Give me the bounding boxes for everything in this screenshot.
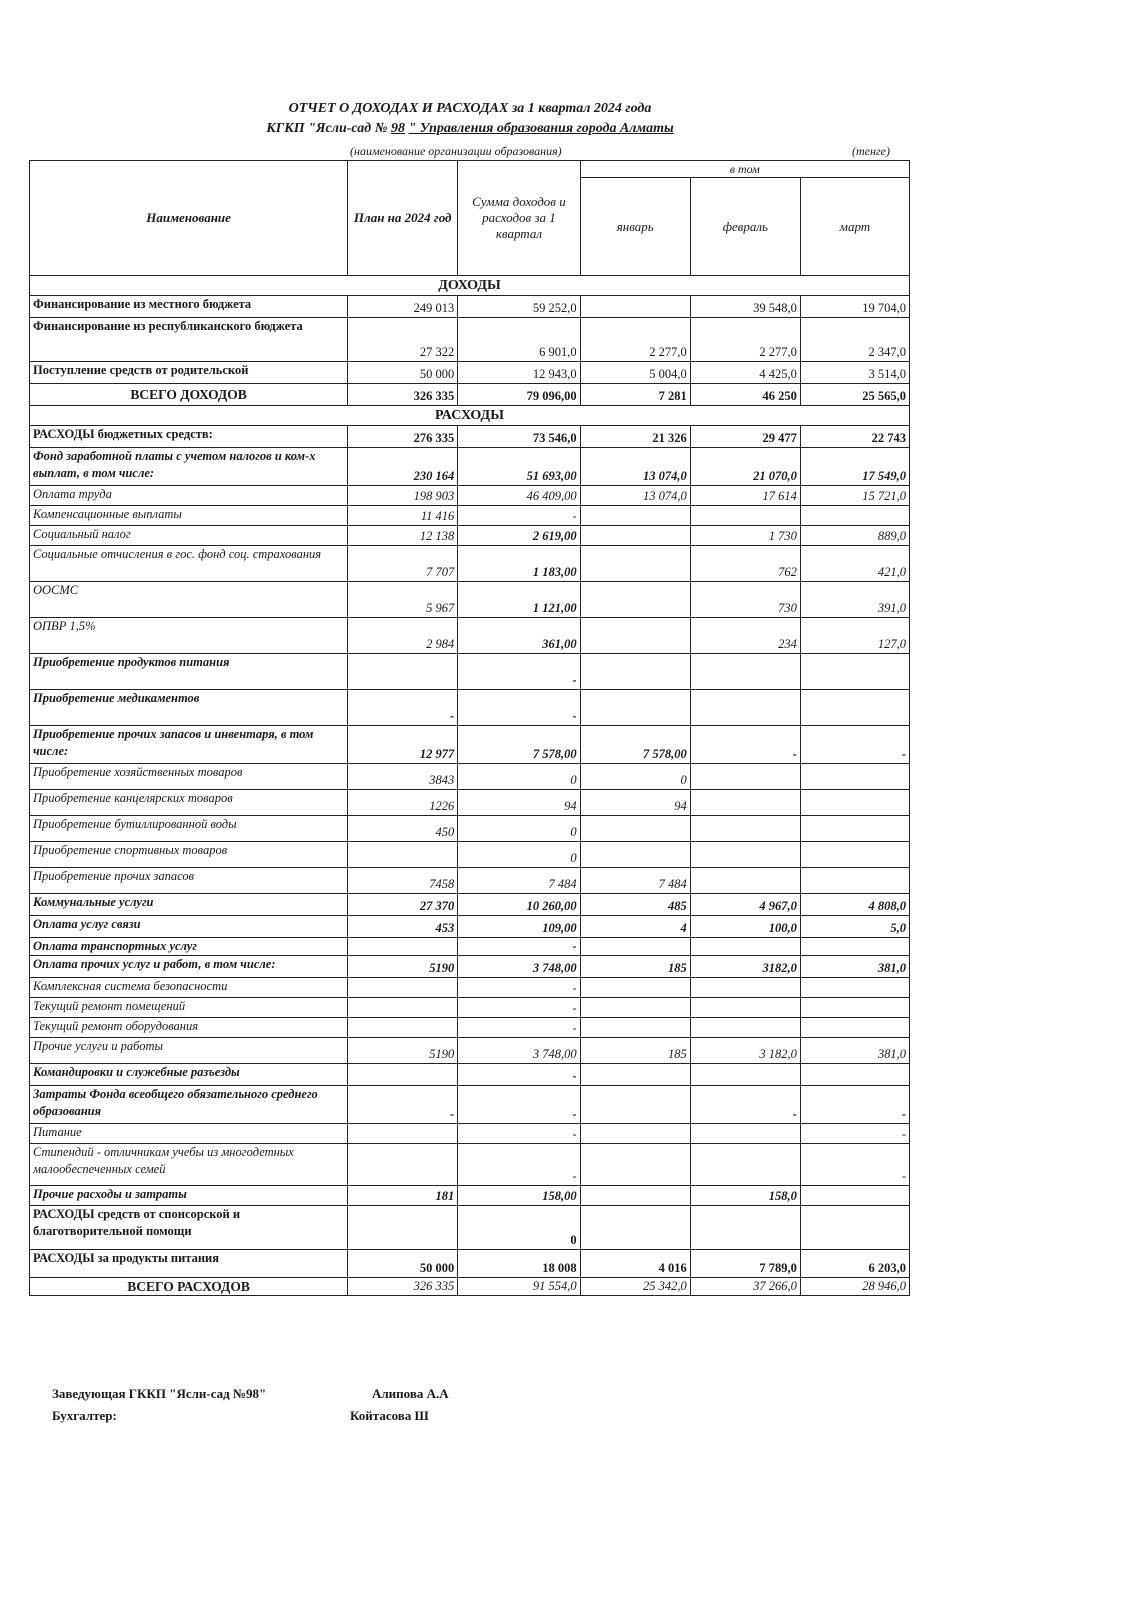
row-name: ООСМС xyxy=(30,582,348,618)
cell-mar: 127,0 xyxy=(800,618,909,654)
row-name: Приобретение бутиллированной воды xyxy=(30,816,348,842)
cell-jan xyxy=(580,654,690,690)
cell-plan xyxy=(348,1064,458,1086)
cell-feb: 3 182,0 xyxy=(690,1038,800,1064)
row-name: Комплексная система безопасности xyxy=(30,978,348,998)
cell-plan xyxy=(348,842,458,868)
cell-mar: - xyxy=(800,1086,909,1124)
row-name: Фонд заработной платы с учетом налогов и ком-х выплат, в том числе: xyxy=(30,448,348,486)
cell-plan: 12 977 xyxy=(348,726,458,764)
cell-mar xyxy=(800,816,909,842)
cell-sum: - xyxy=(458,654,580,690)
cell-feb xyxy=(690,1064,800,1086)
table-row xyxy=(30,1064,910,1086)
cell-jan xyxy=(580,1206,690,1250)
table-row xyxy=(30,1206,910,1250)
cell-plan: 5190 xyxy=(348,1038,458,1064)
row-name: Прочие расходы и затраты xyxy=(30,1186,348,1206)
cell-jan: 485 xyxy=(580,894,690,916)
cell-feb xyxy=(690,978,800,998)
cell-jan: 7 281 xyxy=(580,384,690,406)
cell-feb xyxy=(690,1124,800,1144)
cell-plan xyxy=(348,1144,458,1186)
cell-mar: - xyxy=(800,1144,909,1186)
cell-mar xyxy=(800,506,909,526)
table-row xyxy=(30,938,910,956)
row-name: ОПВР 1,5% xyxy=(30,618,348,654)
cell-jan xyxy=(580,1144,690,1186)
cell-jan xyxy=(580,526,690,546)
accountant-title: Бухгалтер: xyxy=(52,1408,117,1423)
col-header-sum: Сумма доходов и расходов за 1 квартал xyxy=(458,161,580,276)
row-name: Приобретение прочих запасов xyxy=(30,868,348,894)
cell-plan: 453 xyxy=(348,916,458,938)
cell-sum: 46 409,00 xyxy=(458,486,580,506)
cell-feb: 2 277,0 xyxy=(690,318,800,362)
cell-plan: 3843 xyxy=(348,764,458,790)
cell-sum: 0 xyxy=(458,764,580,790)
col-header-including: в том xyxy=(580,161,909,178)
cell-plan: 450 xyxy=(348,816,458,842)
cell-feb: 39 548,0 xyxy=(690,296,800,318)
cell-sum: - xyxy=(458,938,580,956)
table-row xyxy=(30,486,910,506)
row-name: Компенсационные выплаты xyxy=(30,506,348,526)
cell-mar: 19 704,0 xyxy=(800,296,909,318)
cell-jan xyxy=(580,690,690,726)
cell-sum: - xyxy=(458,1064,580,1086)
cell-sum: 3 748,00 xyxy=(458,1038,580,1064)
cell-jan xyxy=(580,296,690,318)
cell-mar: 391,0 xyxy=(800,582,909,618)
cell-sum: 12 943,0 xyxy=(458,362,580,384)
section-row-income xyxy=(30,276,910,296)
cell-jan xyxy=(580,582,690,618)
row-name: Приобретение продуктов питания xyxy=(30,654,348,690)
cell-jan: 94 xyxy=(580,790,690,816)
cell-plan: 5190 xyxy=(348,956,458,978)
row-name: Оплата прочих услуг и работ, в том числе: xyxy=(30,956,348,978)
cell-mar: 889,0 xyxy=(800,526,909,546)
table-row xyxy=(30,1038,910,1064)
cell-sum: - xyxy=(458,1144,580,1186)
col-header-name: Наименование xyxy=(30,161,348,276)
row-name: РАСХОДЫ средств от спонсорской и благотворительной помощи xyxy=(30,1206,348,1250)
cell-mar: - xyxy=(800,1124,909,1144)
table-row xyxy=(30,868,910,894)
cell-jan xyxy=(580,1124,690,1144)
cell-feb: 17 614 xyxy=(690,486,800,506)
cell-plan xyxy=(348,1018,458,1038)
cell-mar: 381,0 xyxy=(800,956,909,978)
cell-feb: 1 730 xyxy=(690,526,800,546)
cell-plan xyxy=(348,938,458,956)
table-row xyxy=(30,426,910,448)
cell-jan xyxy=(580,978,690,998)
cell-jan xyxy=(580,506,690,526)
cell-mar: 3 514,0 xyxy=(800,362,909,384)
cell-mar xyxy=(800,938,909,956)
cell-mar xyxy=(800,1206,909,1250)
cell-feb xyxy=(690,868,800,894)
cell-plan: 27 322 xyxy=(348,318,458,362)
row-name: Приобретение прочих запасов и инвентаря, в том числе: xyxy=(30,726,348,764)
cell-plan: 1226 xyxy=(348,790,458,816)
cell-feb: 46 250 xyxy=(690,384,800,406)
cell-mar: 5,0 xyxy=(800,916,909,938)
cell-jan: 5 004,0 xyxy=(580,362,690,384)
table-row xyxy=(30,1186,910,1206)
table-row xyxy=(30,916,910,938)
row-name: Текущий ремонт помещений xyxy=(30,998,348,1018)
cell-feb: 100,0 xyxy=(690,916,800,938)
org-name-part1: КГКП "Ясли-сад № xyxy=(266,121,388,136)
currency-unit: (тенге) xyxy=(852,144,890,158)
cell-sum: 109,00 xyxy=(458,916,580,938)
cell-sum: 2 619,00 xyxy=(458,526,580,546)
row-name: Финансирование из местного бюджета xyxy=(30,296,348,318)
row-name: Оплата услуг связи xyxy=(30,916,348,938)
cell-jan: 21 326 xyxy=(580,426,690,448)
row-name: Стипендий - отличникам учебы из многодетных малообеспеченных семей xyxy=(30,1144,348,1186)
cell-sum: 158,00 xyxy=(458,1186,580,1206)
cell-feb xyxy=(690,690,800,726)
cell-plan: 7 707 xyxy=(348,546,458,582)
cell-mar xyxy=(800,842,909,868)
row-name: Оплата труда xyxy=(30,486,348,506)
row-name: Поступление средств от родительской xyxy=(30,362,348,384)
table-row xyxy=(30,1144,910,1186)
row-name: Приобретение медикаментов xyxy=(30,690,348,726)
cell-sum: 0 xyxy=(458,842,580,868)
table-row xyxy=(30,1124,910,1144)
cell-sum: 73 546,0 xyxy=(458,426,580,448)
cell-sum: - xyxy=(458,998,580,1018)
table-row xyxy=(30,978,910,998)
row-name: Социальные отчисления в гос. фонд соц. страхования xyxy=(30,546,348,582)
cell-feb: 37 266,0 xyxy=(690,1278,800,1296)
cell-mar: 22 743 xyxy=(800,426,909,448)
table-row xyxy=(30,318,910,362)
cell-mar xyxy=(800,790,909,816)
accountant-name: Койтасова Ш xyxy=(350,1408,429,1423)
cell-feb: 4 967,0 xyxy=(690,894,800,916)
row-name: РАСХОДЫ за продукты питания xyxy=(30,1250,348,1278)
cell-jan: 185 xyxy=(580,956,690,978)
cell-jan: 7 484 xyxy=(580,868,690,894)
cell-plan: 230 164 xyxy=(348,448,458,486)
cell-plan: 11 416 xyxy=(348,506,458,526)
cell-mar: 25 565,0 xyxy=(800,384,909,406)
cell-plan: 198 903 xyxy=(348,486,458,506)
org-name-part2: " Управления образования города Алматы xyxy=(408,121,674,136)
cell-feb: 730 xyxy=(690,582,800,618)
cell-mar: 15 721,0 xyxy=(800,486,909,506)
cell-jan: 25 342,0 xyxy=(580,1278,690,1296)
cell-jan: 2 277,0 xyxy=(580,318,690,362)
table-row xyxy=(30,526,910,546)
cell-mar xyxy=(800,764,909,790)
cell-feb xyxy=(690,938,800,956)
cell-feb xyxy=(690,1018,800,1038)
cell-mar xyxy=(800,978,909,998)
cell-sum: 91 554,0 xyxy=(458,1278,580,1296)
cell-feb xyxy=(690,1144,800,1186)
cell-feb: 21 070,0 xyxy=(690,448,800,486)
cell-feb xyxy=(690,506,800,526)
cell-sum: 361,00 xyxy=(458,618,580,654)
row-name: Прочие услуги и работы xyxy=(30,1038,348,1064)
head-name: Алипова А.А xyxy=(372,1386,449,1401)
row-name: Питание xyxy=(30,1124,348,1144)
cell-plan: 7458 xyxy=(348,868,458,894)
table-row xyxy=(30,1250,910,1278)
section-row-expenses xyxy=(30,406,910,426)
cell-mar: 2 347,0 xyxy=(800,318,909,362)
cell-feb xyxy=(690,816,800,842)
cell-feb xyxy=(690,998,800,1018)
cell-jan: 0 xyxy=(580,764,690,790)
cell-mar: 28 946,0 xyxy=(800,1278,909,1296)
cell-jan xyxy=(580,618,690,654)
row-name: Приобретение канцелярских товаров xyxy=(30,790,348,816)
cell-jan xyxy=(580,1018,690,1038)
table-row xyxy=(30,448,910,486)
table-row xyxy=(30,654,910,690)
cell-jan: 13 074,0 xyxy=(580,486,690,506)
cell-jan xyxy=(580,1186,690,1206)
cell-jan: 4 xyxy=(580,916,690,938)
cell-feb: - xyxy=(690,726,800,764)
cell-feb: 3182,0 xyxy=(690,956,800,978)
cell-jan xyxy=(580,842,690,868)
cell-mar xyxy=(800,998,909,1018)
cell-sum: 3 748,00 xyxy=(458,956,580,978)
cell-plan: - xyxy=(348,690,458,726)
cell-plan: 326 335 xyxy=(348,1278,458,1296)
cell-feb: 29 477 xyxy=(690,426,800,448)
cell-feb: 762 xyxy=(690,546,800,582)
cell-mar: 4 808,0 xyxy=(800,894,909,916)
cell-jan: 7 578,00 xyxy=(580,726,690,764)
cell-mar: 6 203,0 xyxy=(800,1250,909,1278)
cell-sum: 79 096,00 xyxy=(458,384,580,406)
row-name: Командировки и служебные разъезды xyxy=(30,1064,348,1086)
cell-feb: 4 425,0 xyxy=(690,362,800,384)
cell-feb xyxy=(690,842,800,868)
row-name: Затраты Фонда всеобщего обязательного среднего образования xyxy=(30,1086,348,1124)
cell-mar: 17 549,0 xyxy=(800,448,909,486)
cell-sum: 51 693,00 xyxy=(458,448,580,486)
table-row xyxy=(30,1086,910,1124)
org-number: 98 xyxy=(391,121,406,136)
row-name: Социальный налог xyxy=(30,526,348,546)
cell-jan xyxy=(580,998,690,1018)
table-row xyxy=(30,816,910,842)
table-row xyxy=(30,764,910,790)
cell-jan xyxy=(580,938,690,956)
col-header-mar: март xyxy=(800,178,909,276)
row-name: Коммунальные услуги xyxy=(30,894,348,916)
row-name: Оплата транспортных услуг xyxy=(30,938,348,956)
cell-feb xyxy=(690,654,800,690)
row-name: Приобретение хозяйственных товаров xyxy=(30,764,348,790)
table-row xyxy=(30,956,910,978)
cell-feb: 158,0 xyxy=(690,1186,800,1206)
table-row xyxy=(30,690,910,726)
cell-sum: 7 578,00 xyxy=(458,726,580,764)
row-name: Приобретение спортивных товаров xyxy=(30,842,348,868)
cell-sum: 18 008 xyxy=(458,1250,580,1278)
cell-feb xyxy=(690,1206,800,1250)
cell-plan: 276 335 xyxy=(348,426,458,448)
table-row xyxy=(30,296,910,318)
col-header-plan: План на 2024 год xyxy=(348,161,458,276)
cell-feb: 7 789,0 xyxy=(690,1250,800,1278)
cell-plan: - xyxy=(348,1086,458,1124)
table-row xyxy=(30,618,910,654)
table-row xyxy=(30,506,910,526)
report-title: ОТЧЕТ О ДОХОДАХ И РАСХОДАХ за 1 квартал 2024 года xyxy=(288,101,652,116)
table-row xyxy=(30,1018,910,1038)
cell-plan xyxy=(348,654,458,690)
table-row xyxy=(30,894,910,916)
row-name: Текущий ремонт оборудования xyxy=(30,1018,348,1038)
cell-sum: 10 260,00 xyxy=(458,894,580,916)
cell-sum: - xyxy=(458,690,580,726)
cell-jan: 13 074,0 xyxy=(580,448,690,486)
cell-mar xyxy=(800,1186,909,1206)
row-name: ВСЕГО ДОХОДОВ xyxy=(30,384,348,406)
table-row xyxy=(30,790,910,816)
organization-name xyxy=(0,121,940,137)
cell-plan: 50 000 xyxy=(348,362,458,384)
table-row xyxy=(30,1278,910,1296)
table-row xyxy=(30,546,910,582)
cell-jan xyxy=(580,1064,690,1086)
cell-feb: 234 xyxy=(690,618,800,654)
cell-jan xyxy=(580,816,690,842)
cell-mar xyxy=(800,690,909,726)
cell-plan: 50 000 xyxy=(348,1250,458,1278)
cell-plan: 5 967 xyxy=(348,582,458,618)
col-header-feb: февраль xyxy=(690,178,800,276)
cell-mar xyxy=(800,654,909,690)
cell-sum: 0 xyxy=(458,816,580,842)
cell-sum: 1 183,00 xyxy=(458,546,580,582)
report-table xyxy=(29,160,910,1296)
cell-plan: 27 370 xyxy=(348,894,458,916)
table-row xyxy=(30,998,910,1018)
cell-mar: 381,0 xyxy=(800,1038,909,1064)
table-row xyxy=(30,582,910,618)
table-row xyxy=(30,842,910,868)
cell-mar: 421,0 xyxy=(800,546,909,582)
cell-feb: - xyxy=(690,1086,800,1124)
row-name: Финансирование из республиканского бюджета xyxy=(30,318,348,362)
cell-sum: - xyxy=(458,1124,580,1144)
cell-sum: 7 484 xyxy=(458,868,580,894)
cell-feb xyxy=(690,764,800,790)
cell-mar xyxy=(800,868,909,894)
table-row xyxy=(30,362,910,384)
cell-feb xyxy=(690,790,800,816)
cell-plan xyxy=(348,1124,458,1144)
table-row xyxy=(30,384,910,406)
cell-jan xyxy=(580,1086,690,1124)
cell-sum: 94 xyxy=(458,790,580,816)
cell-sum: - xyxy=(458,1086,580,1124)
cell-plan: 249 013 xyxy=(348,296,458,318)
cell-sum: - xyxy=(458,978,580,998)
cell-sum: 0 xyxy=(458,1206,580,1250)
cell-plan xyxy=(348,998,458,1018)
cell-jan: 185 xyxy=(580,1038,690,1064)
section-expenses: РАСХОДЫ xyxy=(30,406,910,426)
cell-plan: 181 xyxy=(348,1186,458,1206)
cell-mar xyxy=(800,1064,909,1086)
cell-jan: 4 016 xyxy=(580,1250,690,1278)
cell-sum: 1 121,00 xyxy=(458,582,580,618)
cell-plan: 326 335 xyxy=(348,384,458,406)
cell-sum: 6 901,0 xyxy=(458,318,580,362)
cell-sum: - xyxy=(458,1018,580,1038)
col-header-jan: январь xyxy=(580,178,690,276)
cell-mar: - xyxy=(800,726,909,764)
cell-jan xyxy=(580,546,690,582)
cell-sum: - xyxy=(458,506,580,526)
cell-plan xyxy=(348,1206,458,1250)
org-caption: (наименование организации образования) xyxy=(350,144,562,158)
cell-mar xyxy=(800,1018,909,1038)
head-title: Заведующая ГККП "Ясли-сад №98" xyxy=(52,1386,267,1401)
header-row xyxy=(30,161,910,178)
cell-plan: 12 138 xyxy=(348,526,458,546)
cell-sum: 59 252,0 xyxy=(458,296,580,318)
cell-plan: 2 984 xyxy=(348,618,458,654)
cell-plan xyxy=(348,978,458,998)
table-row xyxy=(30,726,910,764)
row-name: ВСЕГО РАСХОДОВ xyxy=(30,1278,348,1296)
section-income: ДОХОДЫ xyxy=(30,276,910,296)
row-name: РАСХОДЫ бюджетных средств: xyxy=(30,426,348,448)
